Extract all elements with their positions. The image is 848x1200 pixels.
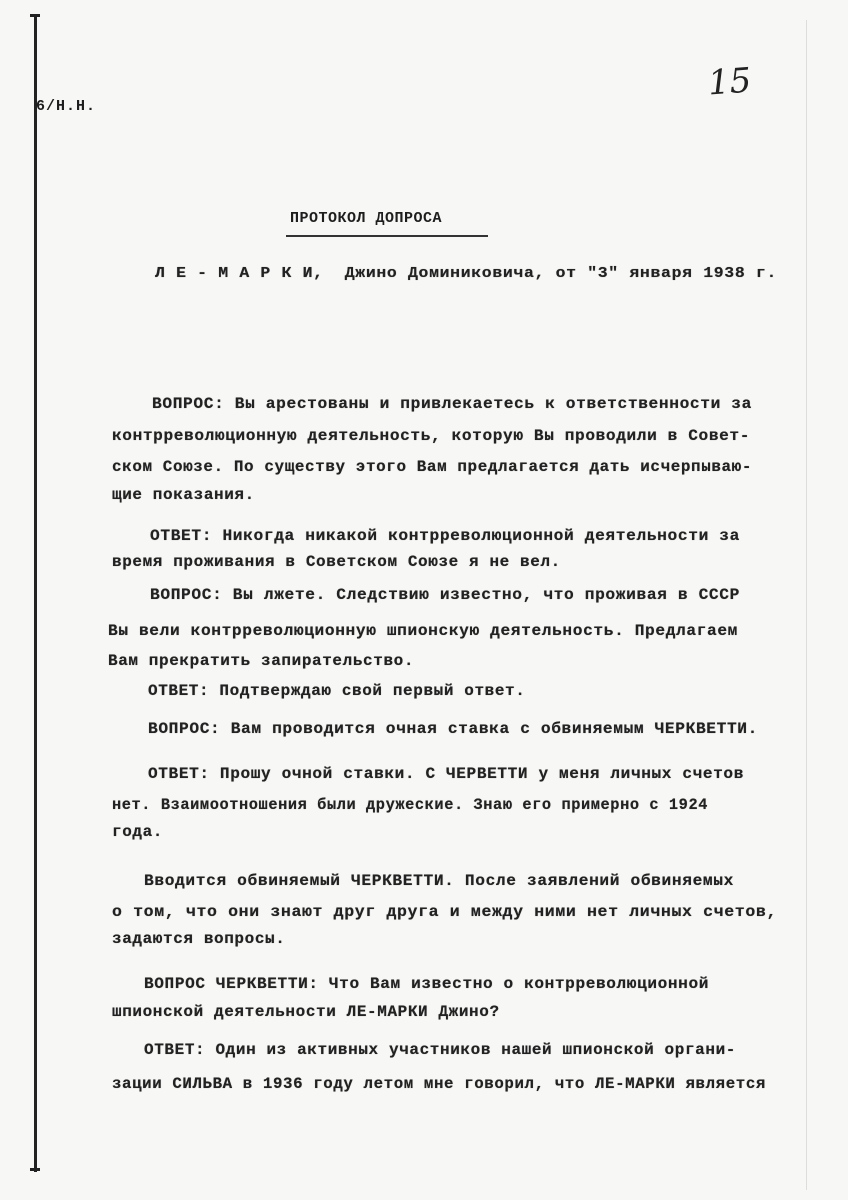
document-line: ОТВЕТ: Прошу очной ставки. С ЧЕРВЕТТИ у меня личных счетов	[148, 765, 744, 783]
document-line: года.	[112, 823, 164, 841]
document-line: ском Союзе. По существу этого Вам предлагается дать исчерпываю-	[112, 458, 752, 476]
document-line: ВОПРОС ЧЕРКВЕТТИ: Что Вам известно о контрреволюционной	[144, 975, 709, 993]
document-line: время проживания в Советском Союзе я не вел.	[112, 553, 561, 571]
document-line: Вводится обвиняемый ЧЕРКВЕТТИ. После заявлений обвиняемых	[144, 872, 734, 890]
margin-rule	[34, 14, 37, 1172]
document-line: щие показания.	[112, 486, 255, 504]
subject-line: Л Е - М А Р К И, Джино Доминиковича, от "3" января 1938 г.	[155, 265, 777, 282]
document-line: нет. Взаимоотношения были дружеские. Знаю его примерно с 1924	[112, 796, 708, 814]
document-line: зации СИЛЬВА в 1936 году летом мне говорил, что ЛЕ-МАРКИ является	[112, 1075, 766, 1093]
document-line: ОТВЕТ: Один из активных участников нашей шпионской органи-	[144, 1041, 736, 1059]
document-line: задаются вопросы.	[112, 930, 286, 948]
document-line: контрреволюционную деятельность, которую Вы проводили в Совет-	[112, 427, 750, 445]
document-line: ОТВЕТ: Никогда никакой контрреволюционной деятельности за	[150, 527, 740, 545]
title-underline	[286, 235, 488, 237]
document-line: Вы вели контрреволюционную шпионскую деятельность. Предлагаем	[108, 622, 738, 640]
document-line: шпионской деятельности ЛЕ-МАРКИ Джино?	[112, 1003, 500, 1021]
page-edge	[806, 20, 807, 1190]
document-line: Вам прекратить запирательство.	[108, 652, 415, 670]
document-line: ВОПРОС: Вам проводится очная ставка с обвиняемым ЧЕРКВЕТТИ.	[148, 720, 758, 738]
document-line: ВОПРОС: Вы лжете. Следствию известно, что проживая в СССР	[150, 586, 740, 604]
document-line: о том, что они знают друг друга и между ними нет личных счетов,	[112, 903, 777, 921]
document-title: ПРОТОКОЛ ДОПРОСА	[290, 210, 443, 227]
margin-tick-bottom	[30, 1168, 40, 1171]
margin-tick-top	[30, 14, 40, 17]
document-line: ВОПРОС: Вы арестованы и привлекаетесь к ответственности за	[152, 395, 752, 413]
document-reference: 6/Н.Н.	[36, 98, 97, 115]
document-line: ОТВЕТ: Подтверждаю свой первый ответ.	[148, 682, 526, 700]
handwritten-page-number: 15	[706, 60, 753, 104]
